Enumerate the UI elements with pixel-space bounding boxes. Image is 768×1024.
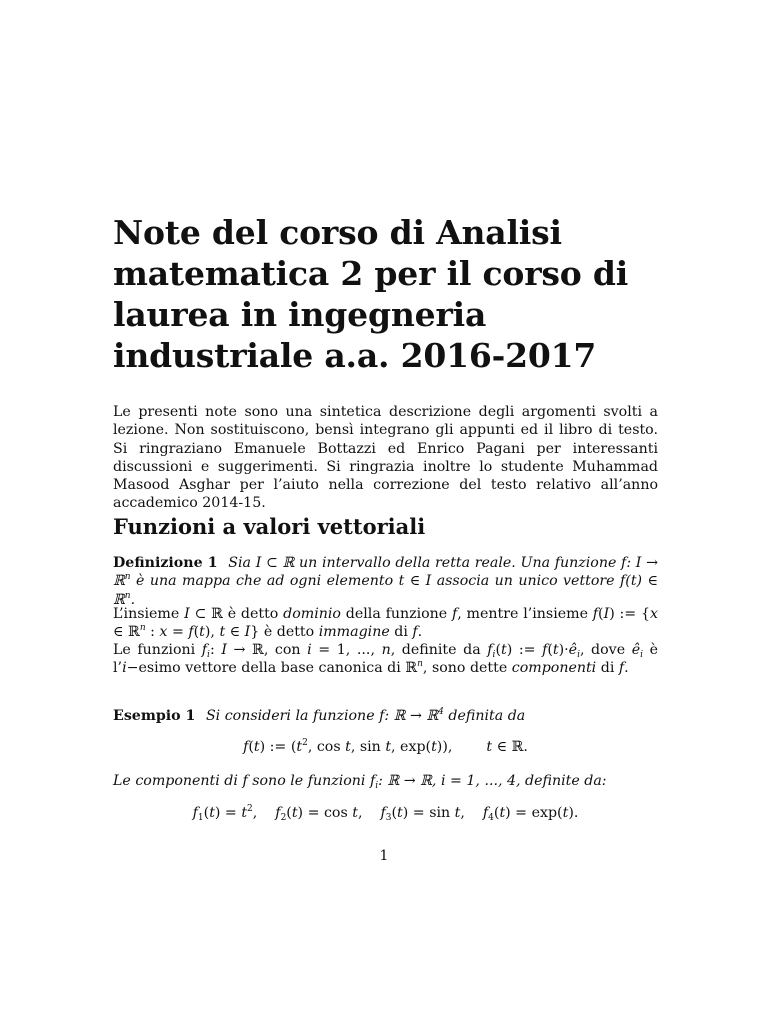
- example-text: Le componenti di: [113, 773, 238, 789]
- example-text: Si consideri la funzione: [205, 708, 375, 724]
- definition-text: Sia: [228, 555, 251, 571]
- example-text: definita da: [448, 708, 526, 724]
- example-1: Esempio 1 Si consideri la funzione f: ℝ → ℝ$^4$ definita da: [113, 707, 526, 724]
- paragraph-text: , mentre l’insieme: [457, 606, 588, 622]
- term-dominio: dominio: [283, 606, 341, 622]
- example-text: sono le funzioni: [252, 773, 366, 789]
- paragraph-text: è l’: [113, 642, 659, 677]
- paragraph-text: della funzione: [345, 606, 448, 622]
- equation-f-definition: f(t) := ($t^2$, cos t, sin t, exp(t)), t ∈ ℝ.: [243, 738, 528, 755]
- definition-text: un intervallo della retta reale. Una funzione: [299, 555, 617, 571]
- paragraph-text: , sono dette: [422, 660, 508, 677]
- paragraph-text: di: [600, 660, 615, 677]
- definition-label: Definizione 1: [113, 555, 218, 571]
- components-paragraph: Le funzioni $f_i$: I → ℝ, con i = 1, ..., n, definite da $f_i(t)$ := $f(t)\cdot ê_i$, dove $ê_i$ è l’i−esimo vettore della base canonica di ℝ$^n$, sono dette componenti di f.: [113, 642, 659, 677]
- term-immagine: immagine: [318, 624, 390, 641]
- paragraph-text: è detto: [263, 624, 315, 641]
- paragraph-text: Le funzioni: [113, 642, 196, 658]
- paragraph-text: , dove: [579, 642, 626, 658]
- abstract: Le presenti note sono una sintetica descrizione degli argomenti svolti a lezione. Non sostituiscono, bensì integrano gli appunti ed il libro di testo. Si ringraziano Emanuele Bottazzi ed Enrico Pagani per interessanti discussioni e suggerimenti. Si ringrazia inoltre lo studente Muhammad Masood Asghar per l’aiuto nella correzione del testo relativo all’anno accademico 2014-15.: [113, 404, 658, 512]
- domain-paragraph: L’insieme I ⊂ ℝ è detto dominio della funzione f, mentre l’insieme f(I) := {x ∈ ℝ$^n$ : x = f(t), t ∈ I} è detto immagine di f.: [113, 606, 659, 641]
- paper-title: Note del corso di Analisi matematica 2 per il corso di laurea in ingegneria industriale a.a. 2016-2017: [113, 213, 629, 375]
- section-heading: Funzioni a valori vettoriali: [113, 514, 426, 539]
- paragraph-text: di: [394, 624, 408, 641]
- definition-1: Definizione 1 Sia I ⊂ ℝ un intervallo della retta reale. Una funzione f: I → ℝ$^n$ è una mappa che ad ogni elemento t ∈ I associa un unico vettore f(t) ∈ ℝ$^n$.: [113, 555, 658, 608]
- definition-text: associa un unico vettore: [436, 573, 615, 590]
- paragraph-text: −esimo vettore della base canonica di: [126, 660, 401, 677]
- page-number: 1: [379, 848, 389, 864]
- example-components-text: Le componenti di f sono le funzioni $f_i$: ℝ → ℝ, i = 1, ..., 4, definite da:: [113, 773, 607, 791]
- paragraph-text: , con: [263, 642, 301, 658]
- definition-text: è una mappa che ad ogni elemento: [136, 573, 394, 590]
- example-label: Esempio 1: [113, 708, 196, 724]
- term-componenti: componenti: [511, 660, 597, 677]
- paragraph-text: L’insieme: [113, 606, 180, 622]
- equation-components: $f_1(t) = t^2$, $f_2(t) = \cos t$, $f_3(t) = \sin t$, $f_4(t) = \exp(t)$.: [192, 804, 579, 823]
- paragraph-text: è detto: [227, 606, 279, 622]
- paragraph-text: , definite da: [390, 642, 481, 658]
- example-text: definite da:: [525, 773, 607, 789]
